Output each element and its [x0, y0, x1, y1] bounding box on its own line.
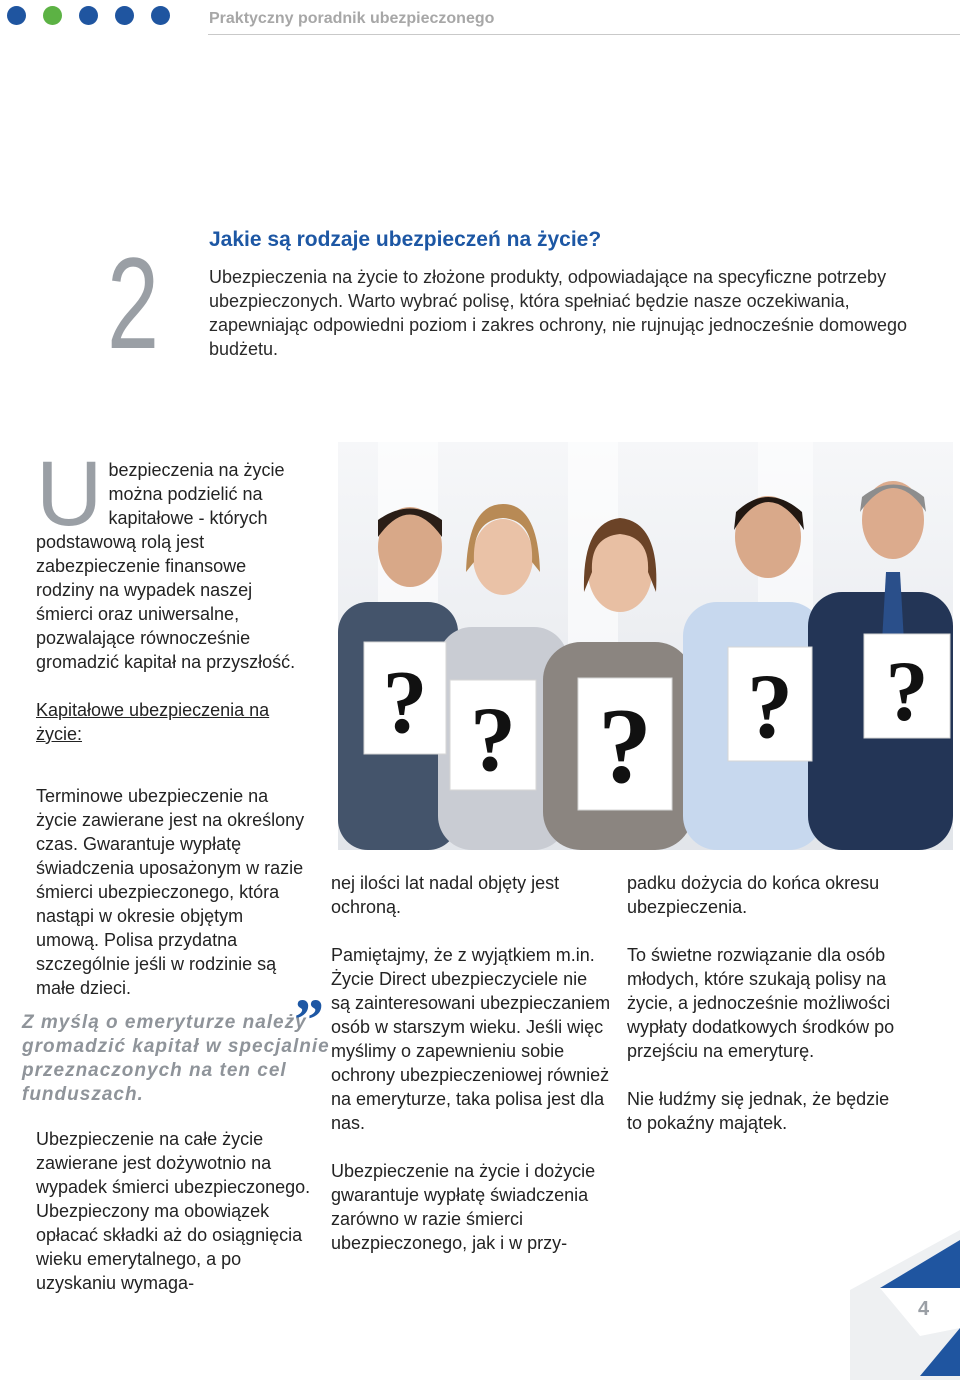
chapter-heading: Jakie są rodzaje ubezpieczeń na życie? — [209, 228, 602, 251]
col2-paragraph-3: Ubezpieczenie na życie i dożycie gwarantuje wypłatę świadczenia zarówno w razie śmierci ubezpieczonego, jak i w przy- — [331, 1161, 596, 1253]
col2-paragraph-2: Pamiętajmy, że z wyjątkiem m.in. Życie Direct ubezpieczyciele nie są zainteresowani ubezpieczaniem osób w starszym wieku. Jeśli więc myślimy o zapewnieniu sobie ochrony ubezpieczeniowej również na emeryturze, taka polisa jest dla nas. — [331, 945, 611, 1133]
col2-paragraph-1: nej ilości lat nadal objęty jest ochroną. — [331, 873, 560, 917]
paragraph-cale-zycie: Ubezpieczenie na całe życie zawierane jest dożywotnio na wypadek śmierci ubezpieczonego. Ubezpieczony ma obowiązek opłacać składki aż do osiągnięcia wieku emerytalnego, a po uzyskaniu wymaga- — [36, 1129, 311, 1293]
dot-blue-1 — [7, 6, 26, 25]
col3-paragraph-3: Nie łudźmy się jednak, że będzie to pokaźny majątek. — [627, 1089, 890, 1133]
dropcap: U — [36, 443, 103, 545]
business-people-photo — [338, 442, 953, 850]
page-number: 4 — [918, 1298, 930, 1320]
dot-blue-2 — [79, 6, 98, 25]
lead-text: bezpieczenia na życie można podzielić na kapitałowe - których podstawową rolą jest zabezpieczenie finansowe rodziny na wypadek naszej śmierci oraz uniwersalne, pozwalające równocześnie gromadzić kapitał na przyszłość. — [36, 460, 296, 672]
question-mark-5: ? — [885, 643, 929, 739]
photo-illustration — [338, 442, 953, 850]
question-card-4 — [728, 647, 812, 761]
question-card-5 — [864, 634, 950, 739]
pull-quote: Z myślą o emeryturze należy gromadzić kapitał w specjalnie przeznaczonych na ten cel funduszach. — [22, 1012, 330, 1105]
column-1 — [36, 443, 308, 1000]
question-card-2 — [450, 680, 536, 790]
question-mark-2: ? — [470, 688, 516, 790]
col3-paragraph-2: To świetne rozwiązanie dla osób młodych, które szukają polisy na życie, a jednocześnie możliwości wypłaty dodatkowych środków po przejściu na emeryturę. — [627, 945, 895, 1061]
chapter-number: 2 — [107, 230, 160, 376]
paragraph-terminowe: Terminowe ubezpieczenie na życie zawierane jest na określony czas. Gwarantuje wypłatę świadczenia uposażonym w razie śmierci ubezpieczonego, która nastąpi w okresie objętym umową. Polisa przydatna szczególnie jeśli w rodzinie są małe dzieci. — [36, 786, 305, 998]
question-mark-4: ? — [747, 655, 793, 757]
question-card-1 — [364, 642, 446, 754]
column-2 — [331, 871, 611, 1255]
col3-paragraph-1: padku dożycia do końca okresu ubezpieczenia. — [627, 873, 880, 917]
question-card-3 — [578, 678, 672, 810]
header-divider — [208, 34, 960, 35]
header-dots — [7, 6, 170, 25]
dot-blue-4 — [151, 6, 170, 25]
chapter-intro: Ubezpieczenia na życie to złożone produkty, odpowiadające na specyficzne potrzeby ubezpieczonych. Warto wybrać polisę, która spełniać będzie nasze oczekiwania, zapewniając odpowiedni poziom i zakres ochrony, nie rujnując jednocześnie domowego budżetu. — [209, 267, 908, 359]
lead-paragraph — [36, 443, 308, 674]
dot-blue-3 — [115, 6, 134, 25]
subheading-kapitalowe[interactable]: Kapitałowe ubezpieczenia na życie: — [36, 700, 270, 744]
page-corner-decoration — [850, 1230, 960, 1380]
question-mark-1: ? — [382, 653, 428, 752]
column-3 — [627, 871, 907, 1135]
question-mark-3: ? — [598, 687, 652, 806]
quote-mark-icon: ” — [294, 987, 324, 1053]
header-title: Praktyczny poradnik ubezpieczonego — [209, 10, 495, 27]
column-1-bottom — [36, 1127, 314, 1295]
dot-green — [43, 6, 62, 25]
